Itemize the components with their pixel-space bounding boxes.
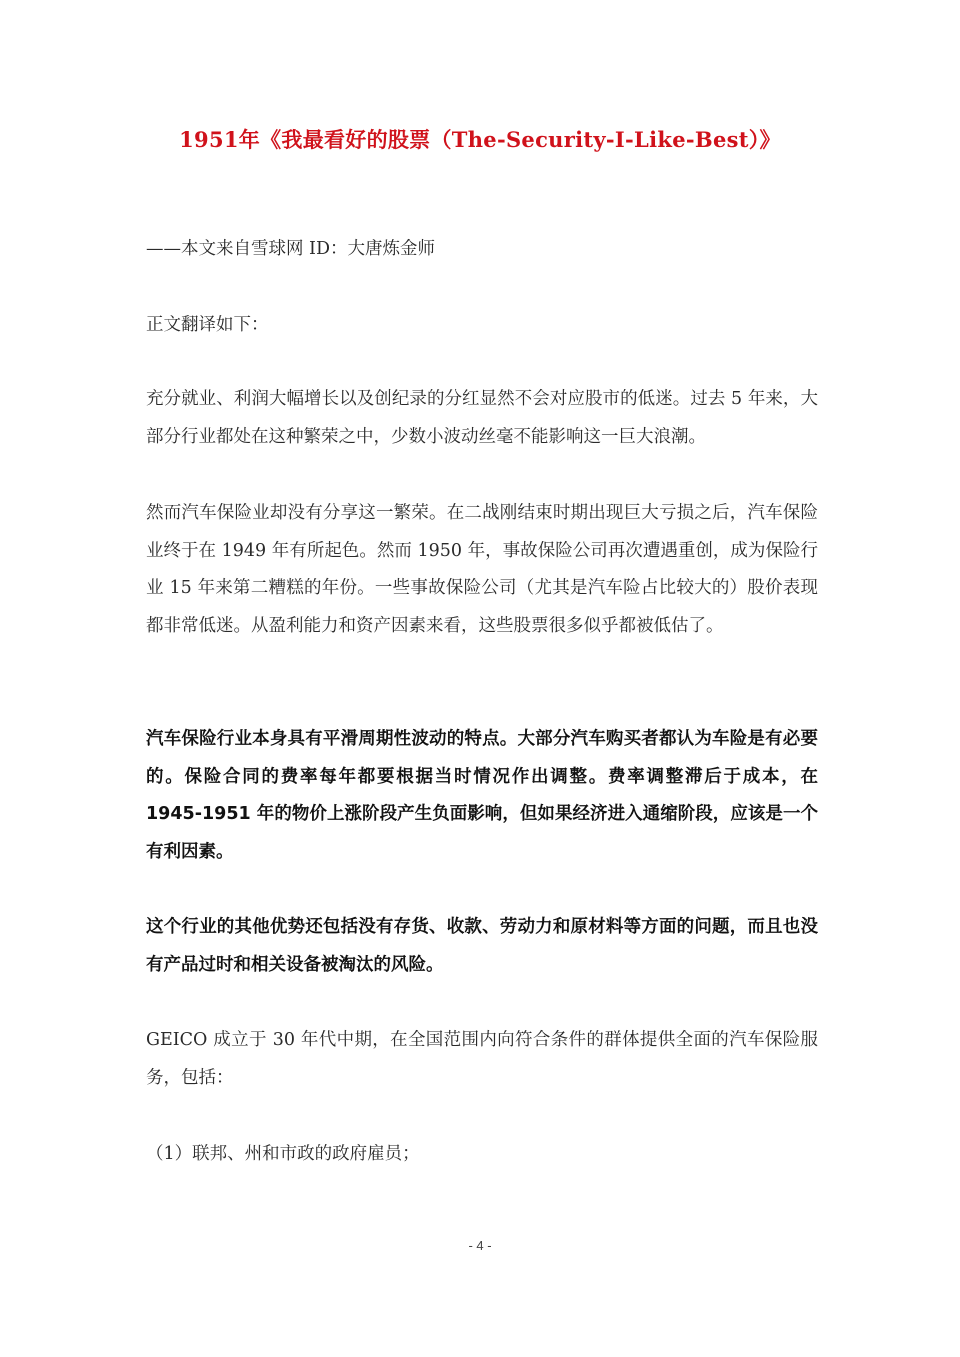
document-title: 1951年《我最看好的股票（The-Security-I-Like-Best）》	[179, 127, 781, 152]
paragraph-3-bold: 汽车保险行业本身具有平滑周期性波动的特点。大部分汽车购买者都认为车险是有必要的。保险合同的费率每年都要根据当时情况作出调整。费率调整滞后于成本，在 1945-1951 年的物价上涨阶段产生负面影响，但如果经济进入通缩阶段，应该是一个有利因素。	[146, 729, 818, 862]
page-number: - 4 -	[468, 1238, 492, 1253]
paragraph-5: GEICO 成立于 30 年代中期，在全国范围内向符合条件的群体提供全面的汽车保险服务，包括：	[146, 1030, 818, 1088]
paragraph-2: 然而汽车保险业却没有分享这一繁荣。在二战刚结束时期出现巨大亏损之后，汽车保险业终于在 1949 年有所起色。然而 1950 年，事故保险公司再次遭遇重创，成为保险行业 15 年来第二糟糕的年份。一些事故保险公司（尤其是汽车险占比较大的）股价表现都非常低迷。从盈利能力和资产因素来看，这些股票很多似乎都被低估了。	[146, 503, 818, 636]
paragraph-1: 充分就业、利润大幅增长以及创纪录的分红显然不会对应股市的低迷。过去 5 年来，大部分行业都处在这种繁荣之中，少数小波动丝毫不能影响这一巨大浪潮。	[146, 389, 818, 447]
list-item-1: （1）联邦、州和市政的政府雇员；	[146, 1144, 420, 1164]
intro-line: 正文翻译如下：	[146, 315, 269, 335]
paragraph-4-bold: 这个行业的其他优势还包括没有存货、收款、劳动力和原材料等方面的问题，而且也没有产品过时和相关设备被淘汰的风险。	[146, 917, 818, 975]
source-line: ——本文来自雪球网 ID：大唐炼金师	[146, 239, 436, 259]
